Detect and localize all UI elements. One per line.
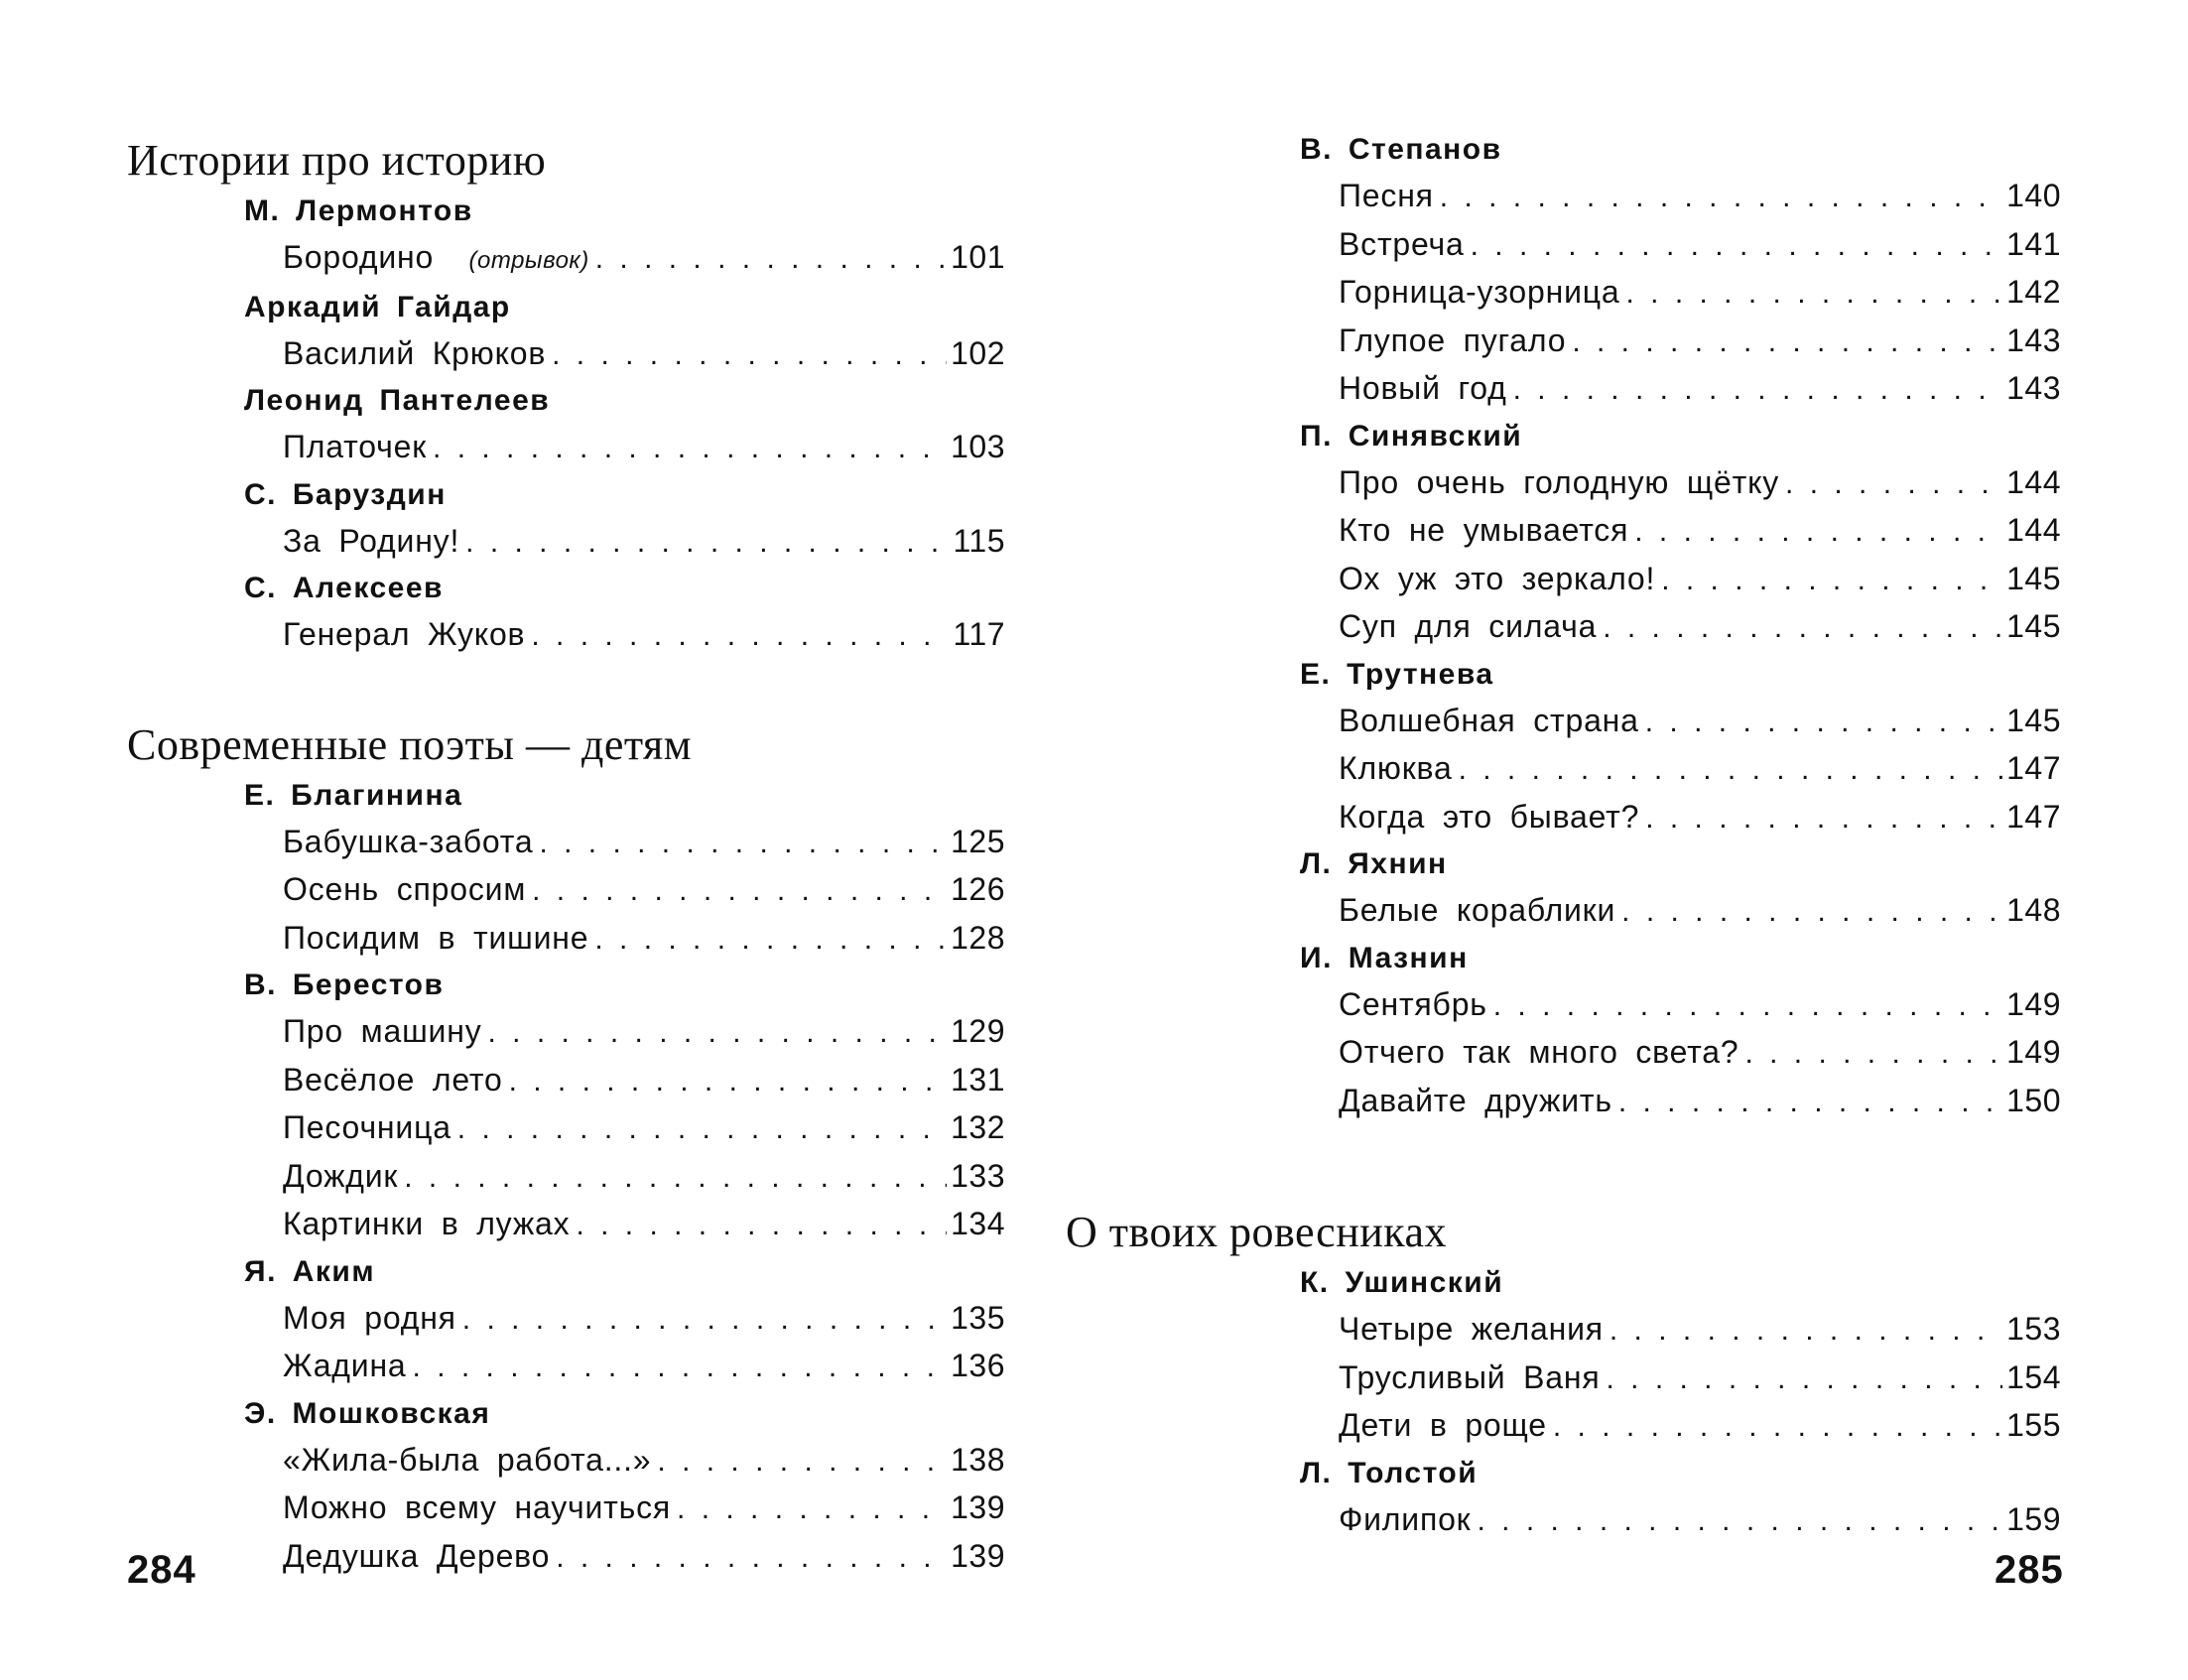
entry-title: Бородино (отрывок)	[283, 239, 589, 275]
entry-title: За Родину!	[283, 522, 460, 559]
toc-entry[interactable]	[127, 1008, 1005, 1057]
entry-title: Трусливый Ваня	[1339, 1358, 1601, 1395]
dot-leader	[404, 1155, 947, 1202]
entry-page-number: 139	[951, 1489, 1005, 1525]
dot-leader	[1477, 1498, 2002, 1545]
entry-title: Волшебная страна	[1339, 702, 1639, 738]
dot-leader	[594, 917, 947, 964]
entry-title: Дождик	[283, 1157, 399, 1194]
toc-entry[interactable]	[127, 819, 1005, 867]
toc-entry[interactable]	[127, 1343, 1005, 1391]
toc-entry[interactable]	[127, 866, 1005, 915]
entry-title: Глупое пугало	[1339, 322, 1567, 358]
entry-page-number: 142	[2006, 274, 2061, 310]
toc-entry[interactable]	[1183, 745, 2061, 794]
toc-entry[interactable]	[127, 1057, 1005, 1105]
entry-title: Дедушка Дерево	[283, 1537, 551, 1574]
entry-page-number: 102	[951, 334, 1005, 371]
toc-entry[interactable]	[1183, 221, 2061, 270]
entry-title: Платочек	[283, 429, 428, 464]
entry-page-number: 132	[951, 1109, 1005, 1145]
dot-leader	[532, 868, 947, 915]
entry-page-number: 154	[2006, 1358, 2061, 1395]
author-name: Леонид Пантелеев	[244, 384, 551, 417]
dot-leader	[1493, 983, 2002, 1030]
dot-leader	[531, 613, 949, 660]
entry-title: Клюква	[1339, 750, 1453, 786]
dot-leader	[1459, 747, 2003, 794]
entry-title: Когда это бывает?	[1339, 798, 1640, 835]
entry-title: Василий Крюков	[283, 334, 547, 371]
toc-entry[interactable]	[1183, 1402, 2061, 1451]
toc-entry[interactable]	[1183, 459, 2061, 508]
dot-leader	[1661, 558, 2002, 604]
entry-title: Горница-узорница	[1339, 274, 1620, 310]
entry-title: Песочница	[283, 1109, 451, 1145]
author-name: Я. Аким	[244, 1254, 376, 1288]
toc-entry[interactable]	[1183, 887, 2061, 936]
entry-title: Моя родня	[283, 1299, 456, 1336]
entry-title: Четыре желания	[1339, 1311, 1604, 1347]
entry-title: Весёлое лето	[283, 1061, 503, 1098]
entry-page-number: 129	[951, 1013, 1005, 1049]
section-title: О твоих ровесниках	[1066, 1208, 1448, 1256]
dot-leader	[1621, 889, 2002, 936]
toc-entry[interactable]	[127, 424, 1005, 472]
dot-leader	[457, 1106, 947, 1153]
dot-leader	[1618, 1080, 2002, 1126]
toc-entry[interactable]	[1183, 1355, 2061, 1403]
toc-column-right	[1066, 127, 2061, 1544]
entry-page-number: 135	[951, 1299, 1005, 1336]
page-number: 285	[1995, 1548, 2064, 1592]
toc-column-left	[127, 127, 1005, 1581]
toc-entry[interactable]	[127, 330, 1005, 379]
toc-entry[interactable]	[1183, 556, 2061, 604]
entry-note: (отрывок)	[468, 247, 589, 274]
author-name: Е. Трутнева	[1300, 657, 1494, 691]
entry-page-number: 145	[2006, 608, 2061, 644]
dot-leader	[595, 236, 947, 283]
dot-leader	[1553, 1404, 2002, 1451]
entry-title: Жадина	[283, 1348, 407, 1383]
author-name: П. Синявский	[1300, 419, 1523, 452]
toc-entry[interactable]	[127, 1201, 1005, 1249]
entry-title: Новый год	[1339, 370, 1507, 406]
entry-page-number: 101	[951, 239, 1005, 275]
entry-page-number: 149	[2006, 1034, 2061, 1070]
toc-entry[interactable]	[1183, 1306, 2061, 1355]
toc-entry[interactable]	[127, 1295, 1005, 1344]
toc-entry[interactable]	[127, 1533, 1005, 1582]
author-name: Е. Благинина	[244, 778, 463, 812]
entry-title: Посидим в тишине	[283, 919, 589, 956]
author-name: Л. Яхнин	[1300, 847, 1448, 880]
entry-title: Про очень голодную щётку	[1339, 463, 1780, 500]
dot-leader	[488, 1010, 948, 1057]
dot-leader	[413, 1345, 948, 1391]
entry-page-number: 125	[951, 823, 1005, 859]
dot-leader	[1572, 320, 2002, 366]
author-name: Л. Толстой	[1300, 1456, 1479, 1489]
entry-page-number: 143	[2006, 370, 2061, 406]
entry-page-number: 134	[951, 1206, 1005, 1241]
entry-page-number: 128	[951, 919, 1005, 956]
toc-entry[interactable]	[127, 1104, 1005, 1153]
entry-title: Давайте дружить	[1339, 1082, 1612, 1118]
toc-entry[interactable]	[127, 611, 1005, 660]
entry-page-number: 144	[2006, 463, 2061, 500]
toc-entry[interactable]	[1183, 1029, 2061, 1078]
entry-title: Сентябрь	[1339, 985, 1487, 1022]
entry-page-number: 139	[951, 1537, 1005, 1574]
dot-leader	[462, 1297, 947, 1344]
section-spacer	[1183, 1125, 2061, 1199]
entry-title: Дети в роще	[1339, 1407, 1547, 1443]
entry-page-number: 147	[2006, 798, 2061, 835]
section-spacer	[127, 660, 1005, 711]
entry-page-number: 155	[2006, 1407, 2061, 1443]
toc-entry[interactable]	[1183, 794, 2061, 842]
entry-title: Генерал Жуков	[283, 616, 526, 652]
page-number: 284	[127, 1548, 196, 1592]
toc-entry[interactable]	[127, 1485, 1005, 1533]
author-name: М. Лермонтов	[244, 194, 473, 227]
entry-page-number: 144	[2006, 512, 2061, 548]
dot-leader	[1626, 271, 2003, 318]
entry-title: Кто не умывается	[1339, 512, 1629, 548]
entry-page-number: 115	[953, 522, 1005, 559]
entry-page-number: 136	[951, 1348, 1005, 1383]
toc-entry[interactable]	[1183, 698, 2061, 746]
entry-page-number: 143	[2006, 322, 2061, 358]
entry-title: Встреча	[1339, 225, 1465, 262]
toc-entry[interactable]	[1183, 1496, 2061, 1545]
author-name: В. Степанов	[1300, 133, 1502, 166]
entry-title: Про машину	[283, 1013, 482, 1049]
dot-leader	[1440, 175, 2002, 221]
toc-entry[interactable]	[127, 518, 1005, 567]
author-name: В. Берестов	[244, 969, 445, 1001]
entry-page-number: 145	[2006, 702, 2061, 738]
toc-entry[interactable]	[1183, 365, 2061, 414]
entry-page-number: 133	[951, 1157, 1005, 1194]
entry-page-number: 149	[2006, 985, 2061, 1022]
author-name: К. Ушинский	[1300, 1266, 1504, 1299]
toc-entry[interactable]	[127, 1437, 1005, 1486]
entry-title: Бабушка-забота	[283, 823, 534, 859]
entry-title: Картинки в лужах	[283, 1206, 571, 1241]
author-name: С. Баруздин	[244, 477, 447, 511]
toc-entry[interactable]	[1183, 507, 2061, 556]
dot-leader	[1606, 1357, 2002, 1403]
dot-leader	[1645, 700, 2002, 746]
entry-page-number: 117	[953, 616, 1005, 652]
entry-page-number: 138	[951, 1441, 1005, 1478]
dot-leader	[552, 332, 947, 379]
entry-title: Отчего так много света?	[1339, 1034, 1739, 1070]
dot-leader	[1744, 1031, 2002, 1078]
dot-leader	[1609, 1308, 2002, 1355]
toc-entry[interactable]	[127, 1153, 1005, 1202]
section-title: Современные поэты — детям	[127, 719, 693, 769]
entry-title: Филипок	[1339, 1500, 1472, 1537]
entry-title: Суп для силача	[1339, 608, 1598, 644]
dot-leader	[556, 1535, 947, 1582]
entry-page-number: 126	[951, 871, 1005, 907]
right-page	[1066, 0, 2188, 1680]
author-name: С. Алексеев	[244, 572, 444, 604]
dot-leader	[1471, 223, 2003, 270]
dot-leader	[1645, 796, 2002, 842]
entry-page-number: 148	[2006, 892, 2061, 928]
dot-leader	[657, 1439, 947, 1486]
dot-leader	[1634, 509, 2002, 556]
dot-leader	[433, 426, 947, 472]
entry-page-number: 159	[2006, 1500, 2061, 1537]
entry-page-number: 150	[2006, 1082, 2061, 1118]
entry-page-number: 153	[2006, 1311, 2061, 1347]
entry-page-number: 141	[2006, 225, 2061, 262]
author-name: Аркадий Гайдар	[244, 290, 511, 323]
dot-leader	[576, 1203, 947, 1249]
author-name: Э. Мошковская	[244, 1396, 491, 1430]
entry-title: Песня	[1339, 178, 1434, 213]
entry-title: Ох уж это зеркало!	[1339, 560, 1656, 596]
entry-page-number: 145	[2006, 560, 2061, 596]
entry-page-number: 140	[2006, 178, 2061, 213]
toc-entry[interactable]	[127, 234, 1005, 285]
entry-title: «Жила-была работа...»	[283, 1441, 652, 1478]
dot-leader	[1513, 367, 2003, 414]
entry-page-number: 147	[2006, 750, 2061, 786]
dot-leader	[509, 1059, 948, 1105]
toc-entry[interactable]	[127, 915, 1005, 964]
entry-page-number: 131	[951, 1061, 1005, 1098]
section-title: Истории про историю	[127, 136, 547, 185]
dot-leader	[539, 821, 947, 867]
dot-leader	[465, 520, 949, 567]
toc-entry[interactable]	[1183, 1078, 2061, 1126]
entry-title: Белые кораблики	[1339, 892, 1616, 928]
entry-title: Осень спросим	[283, 871, 527, 907]
toc-entry[interactable]	[1183, 269, 2061, 318]
dot-leader	[1603, 605, 2002, 652]
toc-entry[interactable]	[1183, 603, 2061, 652]
toc-entry[interactable]	[1183, 981, 2061, 1030]
dot-leader	[1785, 461, 2002, 508]
toc-entry[interactable]	[1183, 318, 2061, 366]
entry-title: Можно всему научиться	[283, 1489, 672, 1525]
author-name: И. Мазнин	[1300, 941, 1469, 974]
entry-page-number: 103	[951, 429, 1005, 464]
toc-entry[interactable]	[1183, 173, 2061, 221]
dot-leader	[677, 1486, 947, 1533]
